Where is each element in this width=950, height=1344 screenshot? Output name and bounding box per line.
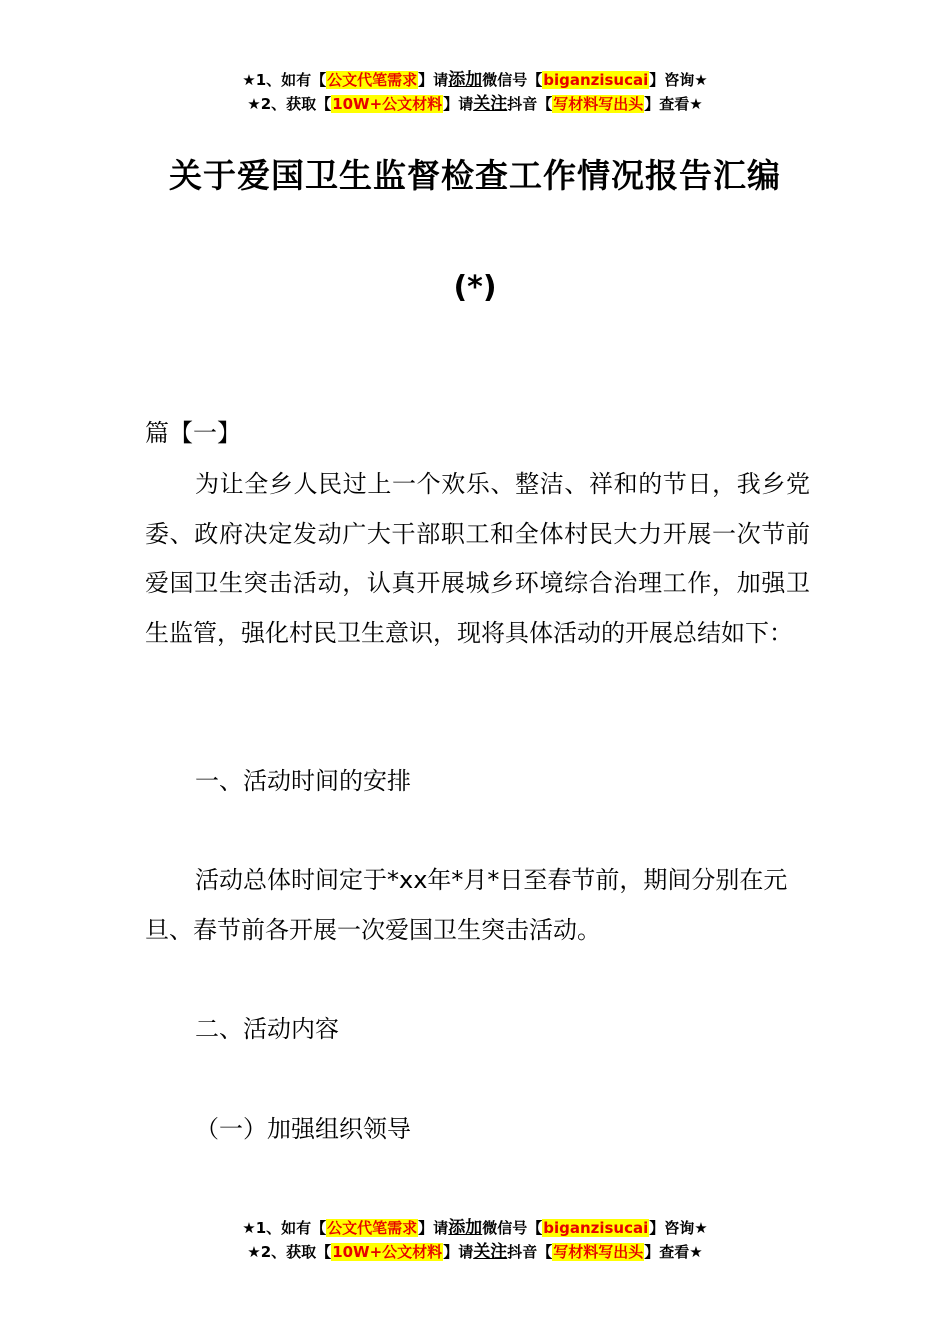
document-subtitle: (*)	[453, 270, 497, 305]
promo-text: ★1、如有【	[242, 1219, 327, 1237]
section-label: 篇【一】	[145, 419, 241, 447]
promo-text: 抖音【	[507, 95, 553, 113]
promo-highlight: 公文代笔需求	[327, 71, 418, 89]
promo-highlight: 10W+公文材料	[332, 95, 443, 113]
promo-line-1	[0, 1216, 950, 1240]
subsection-heading: （一）加强组织领导	[195, 1115, 411, 1143]
promo-text: 】咨询★	[649, 1219, 708, 1237]
document-title: 关于爱国卫生监督检查工作情况报告汇编	[169, 156, 781, 195]
promo-text: 微信号【	[482, 1219, 543, 1237]
promo-highlight-douyin: 写材料写出头	[553, 1243, 644, 1261]
promo-text: ★2、获取【	[247, 1243, 332, 1261]
section-heading: 二、活动内容	[195, 1015, 339, 1043]
promo-emphasis: 关注	[473, 1242, 508, 1262]
footer-promo-banner	[0, 1216, 950, 1264]
promo-text: ★2、获取【	[247, 95, 332, 113]
header-promo-banner	[0, 68, 950, 116]
promo-text: 】咨询★	[649, 71, 708, 89]
promo-highlight-douyin: 写材料写出头	[553, 95, 644, 113]
promo-line-1	[0, 68, 950, 92]
promo-text: 】请	[443, 1243, 474, 1261]
promo-text: 】请	[418, 1219, 449, 1237]
promo-highlight-wechat: biganzisucai	[543, 71, 649, 89]
promo-text: 抖音【	[507, 1243, 553, 1261]
promo-line-2	[0, 1240, 950, 1264]
promo-text: 】请	[443, 95, 474, 113]
body-paragraph: 为让全乡人民过上一个欢乐、整洁、祥和的节日，我乡党委、政府决定发动广大干部职工和全体村民大力开展一次节前爱国卫生突击活动，认真开展城乡环境综合治理工作，加强卫生监管，强化村民卫生意识，现将具体活动的开展总结如下：	[145, 470, 810, 647]
body-paragraph: 活动总体时间定于*xx年*月*日至春节前，期间分别在元旦、春节前各开展一次爱国卫生突击活动。	[145, 866, 788, 944]
promo-highlight-wechat: biganzisucai	[543, 1219, 649, 1237]
promo-emphasis: 关注	[473, 94, 508, 114]
promo-emphasis: 添加	[448, 70, 483, 90]
promo-text: 微信号【	[482, 71, 543, 89]
promo-text: 】查看★	[644, 1243, 703, 1261]
promo-emphasis: 添加	[448, 1218, 483, 1238]
promo-highlight: 公文代笔需求	[327, 1219, 418, 1237]
section-heading: 一、活动时间的安排	[195, 767, 411, 795]
promo-text: ★1、如有【	[242, 71, 327, 89]
promo-text: 】请	[418, 71, 449, 89]
promo-highlight: 10W+公文材料	[332, 1243, 443, 1261]
promo-text: 】查看★	[644, 95, 703, 113]
promo-line-2	[0, 92, 950, 116]
